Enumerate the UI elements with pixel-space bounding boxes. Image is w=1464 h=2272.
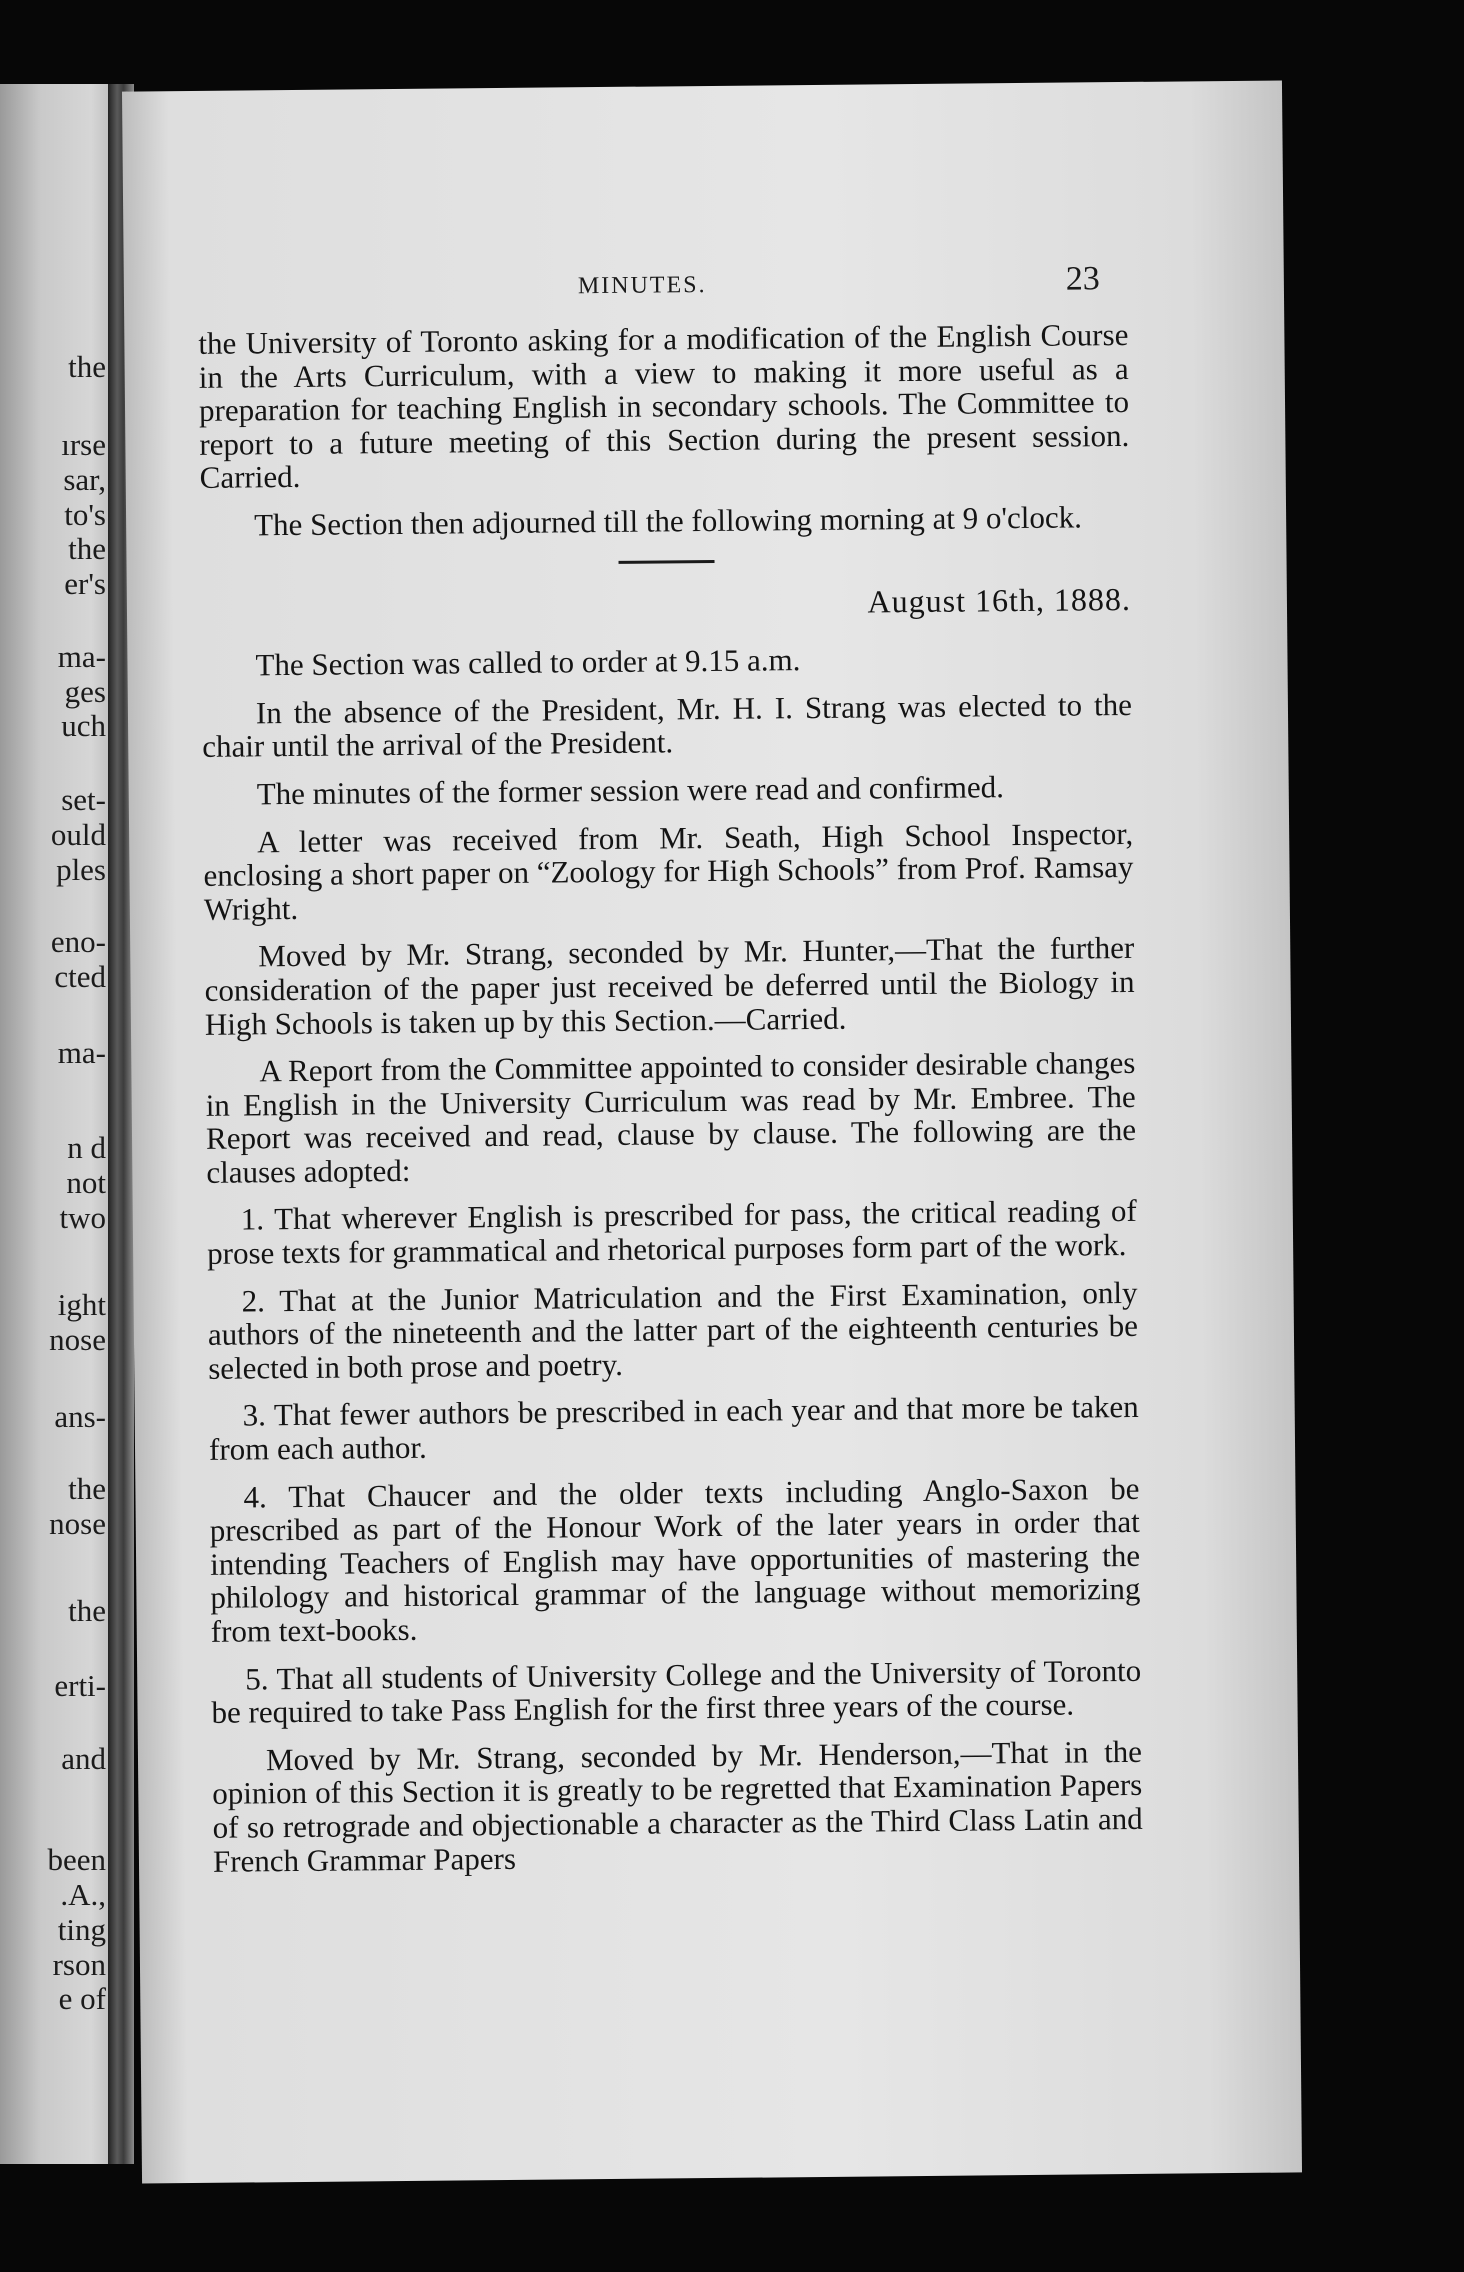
section-divider xyxy=(619,560,715,564)
left-page-fragment: cted xyxy=(54,959,106,995)
clause-5: 5. That all students of University College and the University of Toronto be required to take Pass English for the first three years of the course. xyxy=(211,1652,1142,1731)
page-number: 23 xyxy=(1065,260,1101,298)
paragraph-letter: A letter was received from Mr. Seath, High School Inspector, enclosing a short paper on “Zoology for High Schools” from Prof. Ramsay Wright. xyxy=(203,815,1134,927)
left-page-fragment: e of xyxy=(58,1981,106,2017)
left-page-fragment: set- xyxy=(61,782,106,818)
clause-2: 2. That at the Junior Matriculation and the First Examination, only authors of the nineteenth and the latter part of the eighteenth centuries be selected in both prose and poetry. xyxy=(207,1274,1139,1386)
left-page-fragment: er's xyxy=(64,566,106,602)
paragraph-minutes: The minutes of the former session were read and confirmed. xyxy=(256,769,1005,812)
clause-3: 3. That fewer authors be prescribed in each year and that more be taken from each author. xyxy=(208,1389,1139,1467)
left-page-fragment: the xyxy=(68,531,106,567)
left-page-fragment: ges xyxy=(64,673,106,709)
left-page-fragment: .A., xyxy=(60,1877,106,1912)
left-page-fragment: been xyxy=(47,1842,106,1878)
paragraph-report: A Report from the Committee appointed to consider desirable changes in English in the University Curriculum was read by Mr. Embree. The Report was received and read, clause by clause. The following are the clauses adopted: xyxy=(205,1045,1137,1190)
left-page-fragment: rson xyxy=(52,1946,106,1982)
clause-1: 1. That wherever English is prescribed for pass, the critical reading of prose texts for grammatical and rhetorical purposes form part of the work. xyxy=(206,1193,1137,1271)
left-page-fragment: ans- xyxy=(54,1398,106,1434)
running-title: MINUTES. xyxy=(577,272,707,300)
paragraph-continuation: the University of Toronto asking for a modification of the English Course in the Arts Curriculum, with a view to making it more useful as a preparation for teaching English in secondary schools. The Committee to report to a future meeting of this Section during the present session. Carried. xyxy=(198,316,1130,496)
clause-4: 4. That Chaucer and the older texts including Anglo-Saxon be prescribed as part of the Honour Work of the later years in order that intending Teachers of English may have opportunities of mastering the philology and historical grammar of the language without memorizing from text-books. xyxy=(209,1470,1141,1649)
date-heading: August 16th, 1888. xyxy=(867,580,1132,620)
left-page-fragment: ma- xyxy=(57,638,106,674)
left-page-fragment: and xyxy=(61,1740,106,1776)
page-body xyxy=(198,318,1143,1892)
left-page-fragment: n d xyxy=(67,1130,106,1166)
left-page-fragment: ight xyxy=(57,1286,106,1322)
left-page-fragment: erti- xyxy=(54,1668,106,1704)
left-page-fragment: eno- xyxy=(50,924,106,960)
left-page-fragment: nose xyxy=(49,1505,106,1541)
left-page xyxy=(0,84,114,2164)
left-page-fragment: the xyxy=(68,1471,106,1506)
left-page-fragment: two xyxy=(59,1199,106,1235)
left-page-fragment: ma- xyxy=(57,1034,106,1070)
paragraph-called-to-order: The Section was called to order at 9.15 a.m. xyxy=(255,642,801,683)
paragraph-adjourned: The Section then adjourned till the following morning at 9 o'clock. xyxy=(253,499,1083,543)
left-page-fragment: to's xyxy=(64,496,106,532)
left-page-fragment: nose xyxy=(49,1321,106,1357)
page-header xyxy=(124,260,1284,317)
right-page xyxy=(122,80,1302,2183)
left-page-text-fragments xyxy=(0,84,114,2164)
left-page-fragment: ould xyxy=(50,817,106,853)
left-page-fragment: ırse xyxy=(61,427,106,462)
paragraph-motion-hunter: Moved by Mr. Strang, seconded by Mr. Hunter,—That the further consideration of the paper just received be deferred until the Biology in High Schools is taken up by this Section.—Carried. xyxy=(204,930,1135,1042)
left-page-fragment: ples xyxy=(56,851,106,887)
paragraph-motion-henderson: Moved by Mr. Strang, seconded by Mr. Henderson,—That in the opinion of this Section it is greatly to be regretted that Examination Papers of so retrograde and objectionable a character as the Third Class Latin and French Grammar Papers xyxy=(212,1733,1143,1879)
left-page-fragment: not xyxy=(66,1165,106,1201)
left-page-fragment: the xyxy=(68,1592,106,1628)
left-page-fragment: the xyxy=(68,348,106,384)
left-page-fragment: sar, xyxy=(63,461,106,497)
left-page-fragment: ting xyxy=(57,1911,106,1947)
paragraph-absence: In the absence of the President, Mr. H. I. Strang was elected to the chair until the arrival of the President. xyxy=(202,686,1133,765)
left-page-fragment: uch xyxy=(61,708,106,744)
